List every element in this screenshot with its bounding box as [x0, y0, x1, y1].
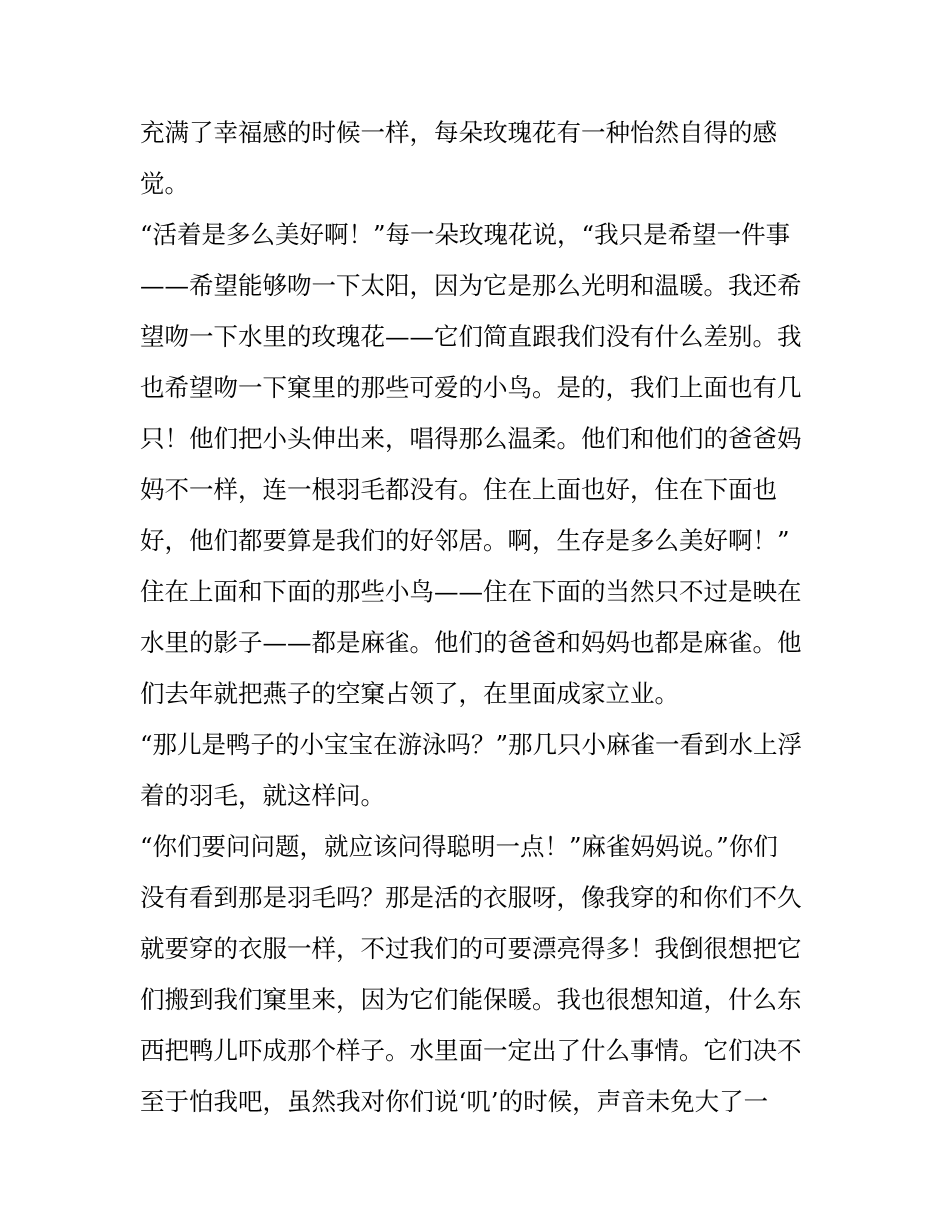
- text-line: 妈不一样，连一根羽毛都没有。住在上面也好，住在下面也: [140, 475, 777, 504]
- text-line: 西把鸭儿吓成那个样子。水里面一定出了什么事情。它们决不: [140, 1036, 802, 1065]
- text-line: 至于怕我吧，虽然我对你们说‘叽’的时候，声音未免大了一: [140, 1087, 769, 1116]
- text-line: “那儿是鸭子的小宝宝在游泳吗？”那几只小麻雀一看到水上浮: [140, 730, 803, 759]
- body-text: [140, 107, 830, 1127]
- text-line: 望吻一下水里的玫瑰花——它们简直跟我们没有什么差别。我: [140, 322, 802, 351]
- text-line: 就要穿的衣服一样，不过我们的可要漂亮得多！我倒很想把它: [140, 934, 802, 963]
- text-line: 也希望吻一下窠里的那些可爱的小鸟。是的，我们上面也有几: [140, 373, 802, 402]
- text-line: 觉。: [140, 169, 189, 198]
- text-line: 好，他们都要算是我们的好邻居。啊，生存是多么美好啊！”: [140, 526, 790, 555]
- text-line: 水里的影子——都是麻雀。他们的爸爸和妈妈也都是麻雀。他: [140, 628, 802, 657]
- text-line: 着的羽毛，就这样问。: [140, 781, 385, 810]
- text-line: 们搬到我们窠里来，因为它们能保暖。我也很想知道，什么东: [140, 985, 802, 1014]
- text-line: 充满了幸福感的时候一样，每朵玫瑰花有一种怡然自得的感: [140, 118, 777, 147]
- text-line: 只！他们把小头伸出来，唱得那么温柔。他们和他们的爸爸妈: [140, 424, 802, 453]
- text-line: 们去年就把燕子的空窠占领了，在里面成家立业。: [140, 679, 679, 708]
- text-line: “你们要问问题，就应该问得聪明一点！”麻雀妈妈说。”你们: [140, 832, 778, 861]
- text-line: “活着是多么美好啊！”每一朵玫瑰花说，“我只是希望一件事: [140, 220, 791, 249]
- text-line: 住在上面和下面的那些小鸟——住在下面的当然只不过是映在: [140, 577, 802, 606]
- text-line: 没有看到那是羽毛吗？那是活的衣服呀，像我穿的和你们不久: [140, 883, 802, 912]
- text-line: ——希望能够吻一下太阳，因为它是那么光明和温暖。我还希: [140, 271, 802, 300]
